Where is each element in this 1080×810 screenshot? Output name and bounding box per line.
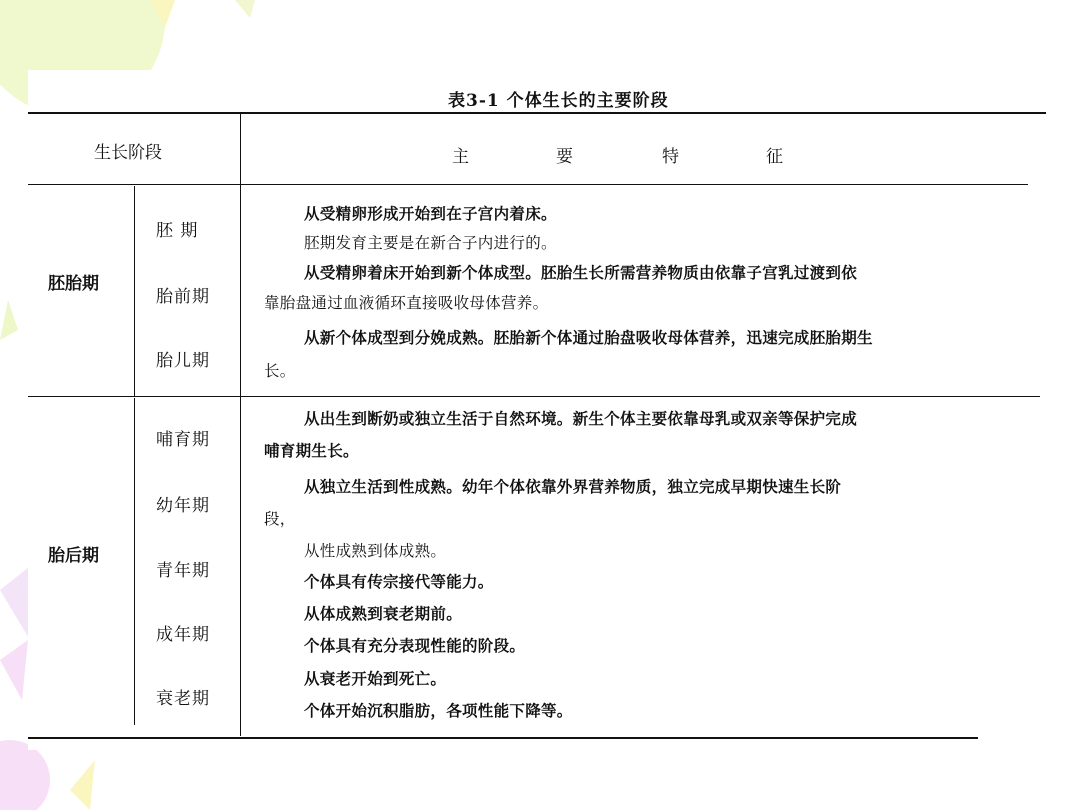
table-figure	[28, 70, 1050, 750]
feature-line: 从受精卵形成开始到在子宫内着床。	[304, 204, 557, 223]
header-feature-2: 要	[556, 147, 573, 167]
bottom-rule	[28, 737, 978, 739]
group-embryo: 胚胎期	[48, 274, 99, 294]
substage-divider-1	[134, 186, 135, 396]
substage-senescence: 衰老期	[156, 689, 210, 709]
feature-line: 个体具有传宗接代等能力。	[304, 572, 494, 591]
feature-line: 个体具有充分表现性能的阶段。	[304, 636, 526, 655]
substage-juvenile: 幼年期	[156, 496, 210, 516]
header-stage: 生长阶段	[94, 143, 162, 163]
header-feature-4: 征	[766, 147, 783, 167]
feature-line: 从新个体成型到分娩成熟。胚胎新个体通过胎盘吸收母体营养，迅速完成胚胎期生	[304, 328, 873, 347]
feature-line: 从受精卵着床开始到新个体成型。胚胎生长所需营养物质由依靠子宫乳过渡到依	[304, 263, 858, 282]
substage-divider-2	[134, 398, 135, 725]
feature-line: 胚期发育主要是在新合子内进行的。	[304, 234, 557, 252]
table-caption: 表3-1 个体生长的主要阶段	[448, 91, 669, 111]
header-rule	[28, 184, 1028, 185]
stage-column-divider	[240, 114, 241, 736]
substage-nursing: 哺育期	[156, 430, 210, 450]
feature-line: 哺育期生长。	[264, 441, 359, 460]
feature-line: 从独立生活到性成熟。幼年个体依靠外界营养物质，独立完成早期快速生长阶	[304, 477, 842, 496]
header-feature-3: 特	[662, 147, 679, 167]
feature-line: 长。	[264, 362, 296, 380]
top-rule	[28, 112, 1046, 114]
feature-line: 靠胎盘通过血液循环直接吸收母体营养。	[264, 294, 549, 312]
substage-adult: 成年期	[156, 625, 210, 645]
substage-embryo-period: 胚 期	[156, 221, 199, 241]
feature-line: 从性成熟到体成熟。	[304, 542, 447, 560]
group-postnatal: 胎后期	[48, 546, 99, 566]
header-feature-1: 主	[452, 147, 469, 167]
feature-line: 从出生到断奶或独立生活于自然环境。新生个体主要依靠母乳或双亲等保护完成	[304, 409, 858, 428]
group-divider	[28, 396, 1040, 397]
feature-line: 个体开始沉积脂肪，各项性能下降等。	[304, 701, 573, 720]
substage-youth: 青年期	[156, 561, 210, 581]
feature-line: 从体成熟到衰老期前。	[304, 604, 463, 623]
feature-line: 段，	[264, 510, 296, 528]
substage-prefetal: 胎前期	[156, 287, 210, 307]
substage-fetal: 胎儿期	[156, 351, 210, 371]
feature-line: 从衰老开始到死亡。	[304, 669, 447, 688]
